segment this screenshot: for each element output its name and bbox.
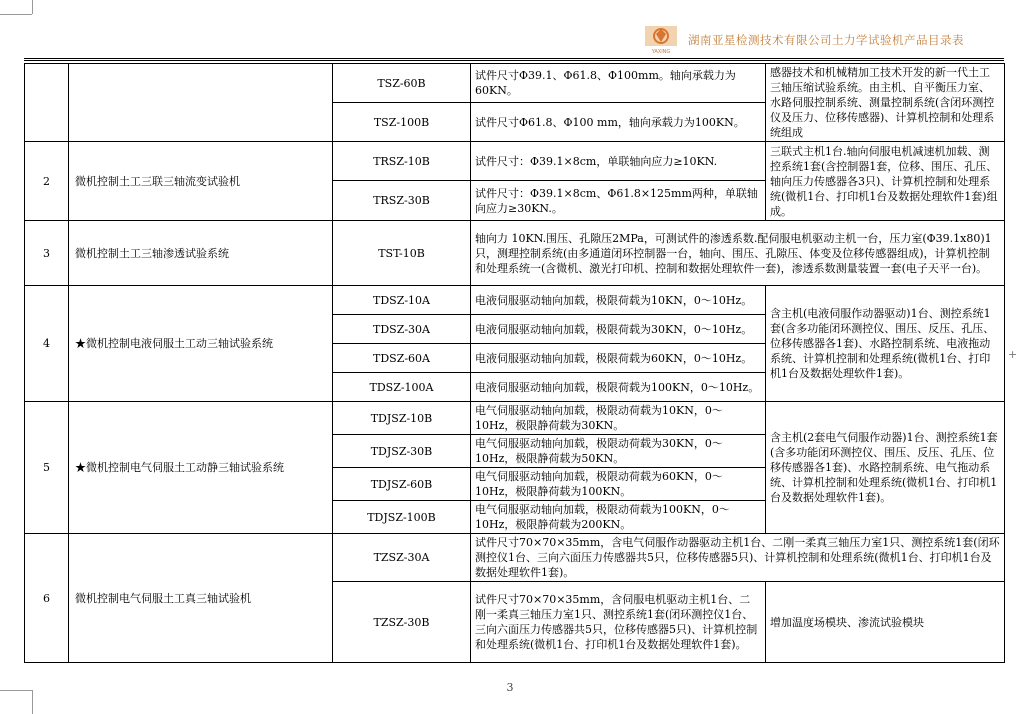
model-code: TDSZ-100A bbox=[333, 373, 471, 402]
spec-cell: 试件尺寸70×70×35mm，含电气伺服作动器驱动主机1台、二刚一柔真三轴压力室1只、测控系统1套(闭环测控仪1台、三向六面压力传感器共5只，位移传感器5只)、计算机控制和处理系统(微机1台、打印机1台及数据处理软件1套)。 bbox=[471, 534, 1005, 582]
spec-cell: 试件尺寸：Φ39.1×8cm、Φ61.8×125mm两种，单联轴向应力≥30KN.。 bbox=[471, 181, 766, 221]
model-code: TZSZ-30A bbox=[333, 534, 471, 582]
product-number: 4 bbox=[25, 286, 69, 402]
product-name: ★微机控制电液伺服土工动三轴试验系统 bbox=[69, 286, 333, 402]
product-name: ★微机控制电气伺服土工动静三轴试验系统 bbox=[69, 402, 333, 534]
config-cell: 含主机(2套电气伺服作动器)1台、测控系统1套(含多功能闭环测控仪、围压、反压、孔压、位移传感器各1套)、水路控制系统、电气拖动系统、计算机控制和处理系统(微机1台、打印机1台及数据处理软件1套)。 bbox=[766, 402, 1005, 534]
model-code: TDSZ-60A bbox=[333, 344, 471, 373]
table-row bbox=[25, 402, 1005, 435]
table-row bbox=[25, 64, 1005, 103]
table-row bbox=[25, 286, 1005, 315]
model-code: TSZ-100B bbox=[333, 103, 471, 142]
page-number: 3 bbox=[506, 681, 514, 694]
yaxing-logo-icon bbox=[640, 25, 682, 55]
table-row bbox=[25, 142, 1005, 181]
spec-cell: 轴向力 10KN.围压、孔隙压2MPa，可测试件的渗透系数.配伺服电机驱动主机一台，压力室(Φ39.1x80)1只，测理控制系统(由多通道闭环控制器一台，轴向、围压、孔隙压、体变及位移传感器组成)，计算机控制和处理系统一(含微机、激光打印机、控制和数据处理软件一套)，渗透系数测量装置一套(电子天平一台)。 bbox=[471, 221, 1005, 286]
model-code: TDJSZ-10B bbox=[333, 402, 471, 435]
page-header bbox=[640, 20, 964, 60]
model-code: TDJSZ-30B bbox=[333, 435, 471, 468]
table-row bbox=[25, 534, 1005, 582]
spec-cell: 电液伺服驱动轴向加载，极限荷载为60KN，0～10Hz。 bbox=[471, 344, 766, 373]
header-rule-secondary bbox=[24, 60, 1004, 61]
product-name: 微机控制土工三轴渗透试验系统 bbox=[69, 221, 333, 286]
product-number: 6 bbox=[25, 534, 69, 663]
model-code: TZSZ-30B bbox=[333, 582, 471, 663]
model-code: TSZ-60B bbox=[333, 64, 471, 103]
spec-cell: 电液伺服驱动轴向加载，极限荷载为100KN，0～10Hz。 bbox=[471, 373, 766, 402]
side-plus-icon[interactable]: + bbox=[1008, 348, 1018, 361]
crop-mark-top-left-h bbox=[0, 14, 32, 15]
spec-cell: 试件尺寸Φ39.1、Φ61.8、Φ100mm。轴向承载力为60KN。 bbox=[471, 64, 766, 103]
product-number: 5 bbox=[25, 402, 69, 534]
product-number: 3 bbox=[25, 221, 69, 286]
model-code: TDJSZ-60B bbox=[333, 468, 471, 501]
product-name bbox=[69, 64, 333, 142]
config-cell: 三联式主机1台.轴向伺服电机减速机加载、测控系统1套(含控制器1套，位移、围压、孔压、轴向压力传感器各3只)、计算机控制和处理系统(微机1台、打印机1台及数据处理软件1套)组成。 bbox=[766, 142, 1005, 221]
config-cell: 含主机(电液伺服作动器驱动)1台、测控系统1套(含多功能闭环测控仪、围压、反压、孔压、位移传感器各1套)、水路控制系统、电液拖动系统、计算机控制和处理系统(微机1台、打印机1台及数据处理软件1套)。 bbox=[766, 286, 1005, 402]
spec-cell: 试件尺寸：Φ39.1×8cm，单联轴向应力≥10KN. bbox=[471, 142, 766, 181]
model-code: TRSZ-30B bbox=[333, 181, 471, 221]
product-catalog-table bbox=[24, 63, 1005, 663]
model-code: TST-10B bbox=[333, 221, 471, 286]
spec-cell: 试件尺寸Φ61.8、Φ100 mm，轴向承载力为100KN。 bbox=[471, 103, 766, 142]
model-code: TRSZ-10B bbox=[333, 142, 471, 181]
product-number: 2 bbox=[25, 142, 69, 221]
table-row bbox=[25, 221, 1005, 286]
model-code: TDJSZ-100B bbox=[333, 501, 471, 534]
spec-cell: 试件尺寸70×70×35mm，含伺服电机驱动主机1台、二刚一柔真三轴压力室1只、测控系统1套(闭环测控仪1台、三向六面压力传感器共5只，位移传感器5只)、计算机控制和处理系统(微机1台、打印机1台及数据处理软件1套)。 bbox=[471, 582, 766, 663]
crop-mark-top-left-v bbox=[32, 0, 33, 14]
config-cell: 增加温度场模块、渗流试验模块 bbox=[766, 582, 1005, 663]
spec-cell: 电气伺服驱动轴向加载，极限动荷载为60KN，0～10Hz，极限静荷载为100KN。 bbox=[471, 468, 766, 501]
spec-cell: 电气伺服驱动轴向加载，极限动荷载为10KN，0～10Hz，极限静荷载为30KN。 bbox=[471, 402, 766, 435]
config-cell: 感器技术和机械精加工技术开发的新一代土工三轴压缩试验系统。由主机、自平衡压力室、水路伺服控制系统、测量控制系统(含闭环测控仪及压力、位移传感器)、计算机控制和处理系统组成 bbox=[766, 64, 1005, 142]
header-rule bbox=[24, 58, 1004, 59]
company-title: 湖南亚星检测技术有限公司土力学试验机产品目录表 bbox=[688, 33, 964, 47]
model-code: TDSZ-30A bbox=[333, 315, 471, 344]
spec-cell: 电气伺服驱动轴向加载，极限动荷载为100KN，0～10Hz，极限静荷载为200KN。 bbox=[471, 501, 766, 534]
product-number bbox=[25, 64, 69, 142]
logo-text: YAXING bbox=[651, 49, 671, 55]
model-code: TDSZ-10A bbox=[333, 286, 471, 315]
spec-cell: 电气伺服驱动轴向加载，极限动荷载为30KN，0～10Hz，极限静荷载为50KN。 bbox=[471, 435, 766, 468]
spec-cell: 电液伺服驱动轴向加载，极限荷载为30KN，0～10Hz。 bbox=[471, 315, 766, 344]
spec-cell: 电液伺服驱动轴向加载，极限荷载为10KN，0～10Hz。 bbox=[471, 286, 766, 315]
product-name: 微机控制土工三联三轴流变试验机 bbox=[69, 142, 333, 221]
product-name: 微机控制电气伺服土工真三轴试验机 bbox=[69, 534, 333, 663]
